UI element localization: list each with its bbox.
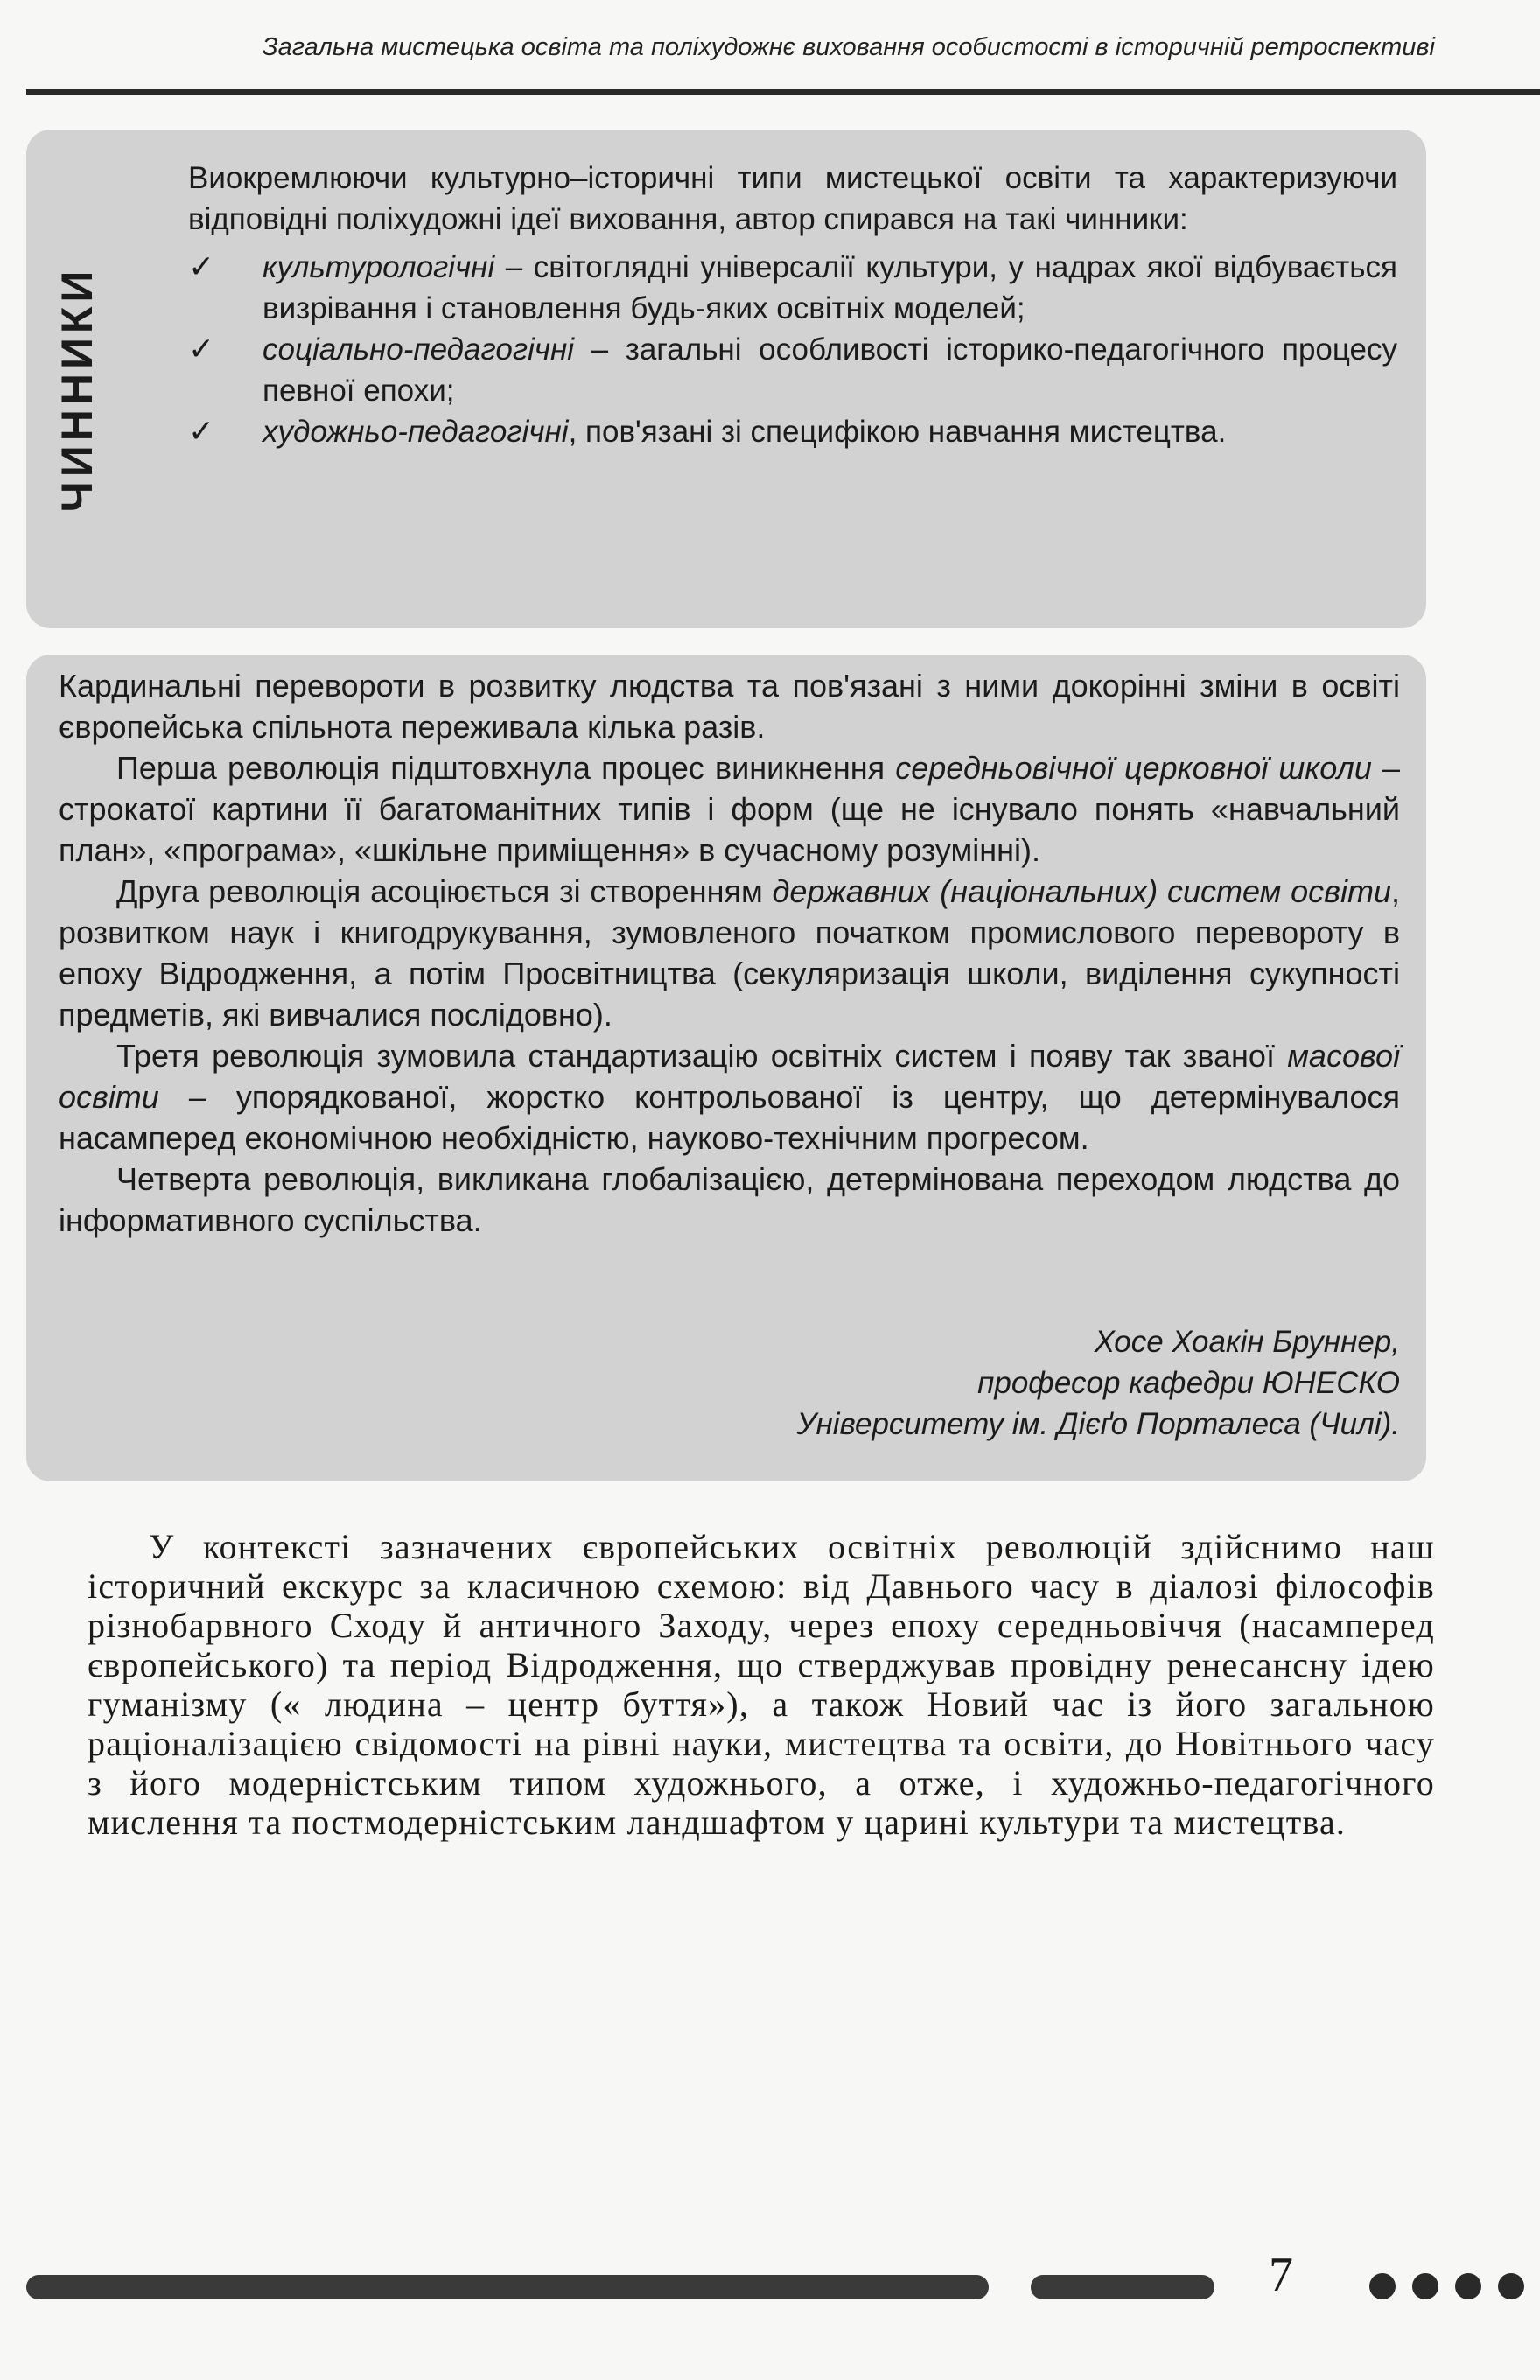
factor-item [188, 411, 1397, 452]
attribution-university: Університету ім. Дієґо Порталеса (Чилі). [796, 1407, 1400, 1441]
footer-dot-icon [1498, 2273, 1524, 2300]
quote-text: Перша революція підштовхнула процес виникнення [116, 750, 896, 786]
attribution-author: Хосе Хоакін Бруннер, [1094, 1325, 1400, 1359]
attribution-position: професор кафедри ЮНЕСКО [977, 1366, 1400, 1400]
quote-paragraph-5: Четверта революція, викликана глобалізацією, детермінована переходом людства до інформативного суспільства. [59, 1161, 1400, 1238]
quote-term: середньовічної церковної школи [895, 750, 1372, 786]
factors-list [188, 247, 1397, 452]
footer-dot-icon [1412, 2273, 1438, 2300]
quote-term: масової освіти [59, 1038, 1400, 1115]
footer-bar-short [1031, 2275, 1214, 2300]
quote-text: – строкатої картини її багатоманітних типів і форм (ще не існувало понять «навчальний план», «програма», «шкільне приміщення» в сучасному розумінні). [59, 750, 1401, 868]
quote-term: державних (національних) систем освіти [772, 873, 1391, 909]
quote-text: – упорядкованої, жорстко контрольованої із центру, що детермінувалося насамперед економічною необхідністю, науково-технічним прогресом. [59, 1079, 1400, 1156]
factors-side-label-text: ЧИННИКИ [52, 266, 102, 513]
running-header: Загальна мистецька освіта та поліхудожнє виховання особистості в історичній ретроспективі [262, 33, 1435, 61]
check-mark-icon: ✓ [188, 332, 215, 368]
footer-dot-icon [1455, 2273, 1481, 2300]
factor-text: – загальні особливості історико-педагогічного процесу певної епохи; [262, 332, 1397, 408]
quote-paragraph-4 [59, 1035, 1400, 1158]
quote-text: Третя революція зумовила стандартизацію освітніх систем і появу так званої [116, 1038, 1288, 1074]
factors-intro: Виокремлюючи культурно–історичні типи мистецької освіти та характеризуючи відповідні поліхудожні ідеї виховання, автор спирався на такі чинники: [188, 161, 1397, 236]
header-rule [26, 89, 1540, 94]
quote-text: , розвитком наук і книгодрукування, зумовленого початком промислового перевороту в епоху Відродження, а потім Просвітництва (секуляризація школи, виділення сукупності предметів, які вивчалися послідовно). [59, 873, 1400, 1032]
check-mark-icon: ✓ [188, 414, 215, 450]
factor-term: соціально-педагогічні [262, 332, 575, 367]
check-mark-icon: ✓ [188, 249, 215, 285]
factor-text: – світоглядні універсалії культури, у надрах якої відбувається визрівання і становлення будь-яких освітніх моделей; [262, 250, 1397, 326]
body-text [88, 1527, 1435, 1842]
factor-text: , пов'язані зі специфікою навчання мистецтва. [568, 415, 1227, 449]
quote-attribution [796, 1321, 1400, 1445]
page-number: 7 [1269, 2248, 1293, 2302]
factors-side-label [42, 262, 112, 516]
footer-dots [1369, 2273, 1524, 2300]
footer-bar-long [26, 2275, 989, 2300]
quote-paragraph-1: Кардинальні перевороти в розвитку людства та пов'язані з ними докорінні зміни в освіті європейська спільнота переживала кілька разів. [59, 668, 1400, 745]
factor-item [188, 329, 1397, 411]
factor-item [188, 247, 1397, 329]
factors-content [188, 158, 1397, 452]
quote-content [59, 665, 1400, 1241]
footer-dot-icon [1369, 2273, 1396, 2300]
body-paragraph: У контексті зазначених європейських освітніх революцій здійснимо наш історичний екскурс за класичною схемою: від Давнього часу в діалозі філософів різнобарвного Сходу й античного Заходу, через епоху середньовіччя (насамперед європейського) та період Відродження, що стверджував провідну ренесансну ідею гуманізму (« людина – центр буття»), а також Новий час із його загальною раціоналізацією свідомості на рівні науки, мистецтва та освіти, до Новітнього часу з його модерністським типом художнього, а отже, і художньо-педагогічного мислення та постмодерністським ландшафтом у царині культури та мистецтва. [88, 1527, 1435, 1842]
factor-term: художньо-педагогічні [262, 415, 569, 449]
quote-paragraph-2 [59, 747, 1400, 871]
quote-text: Друга революція асоціюється зі створенням [116, 873, 773, 909]
quote-paragraph-3 [59, 871, 1400, 1035]
factor-term: культурологічні [262, 250, 495, 284]
